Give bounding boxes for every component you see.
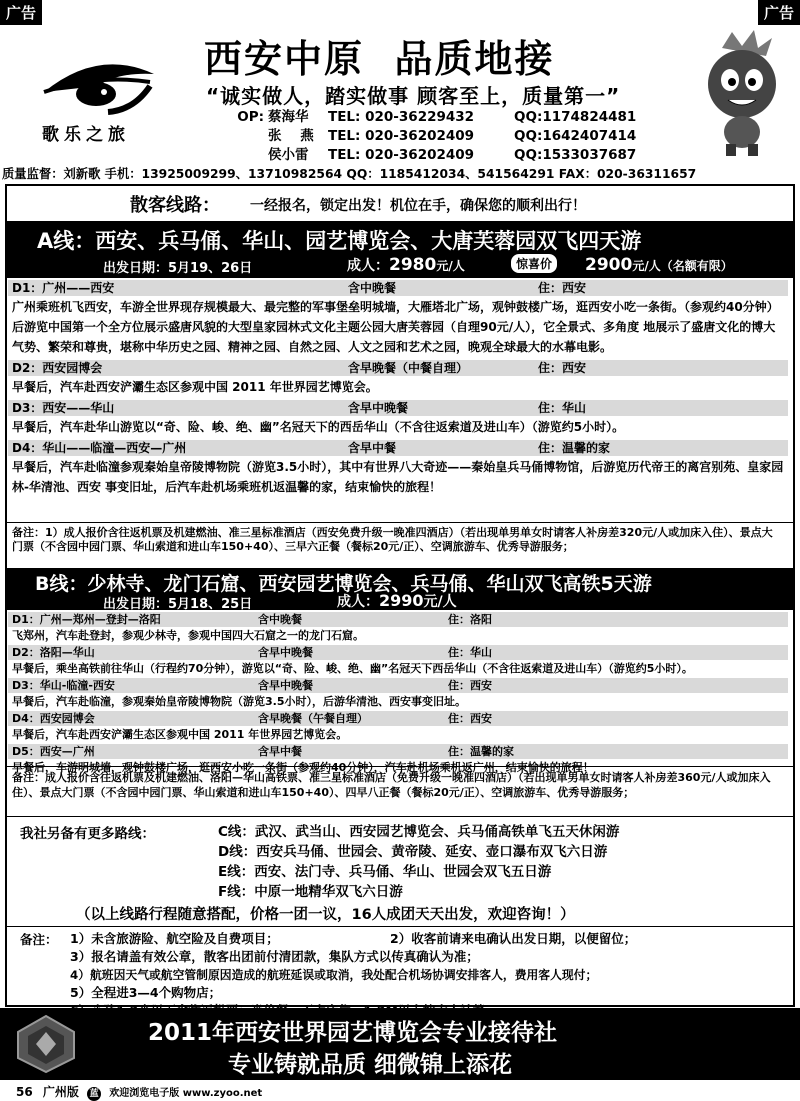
bottom-banner-line2: 专业铸就品质 细微锦上添花 [228, 1052, 513, 1078]
day-stay: 住：华山 [448, 646, 492, 659]
day-header [8, 280, 788, 296]
line-b-note: 备注：成人报价含往返机票及机建燃油、洛阳—华山高铁票、准三星标准酒店（免费升级一晚准四酒店）（若出现单男单女时请客人补房差360元/人或加床入住）、景点大门票（不含园中园门票、华山索道和进山车150+40）、四早八正餐（餐标20元/正）、空调旅游车、优秀导游服务； [12, 771, 771, 799]
contact-role: OP: [237, 109, 264, 125]
contact-name: 侯小雷 [268, 147, 309, 163]
day-meals: 含早中餐 [348, 441, 397, 455]
day-header [8, 678, 788, 693]
contact-tel: TEL: 020-36202409 [328, 128, 475, 144]
line-a-title-bar [7, 221, 793, 278]
line-b-title: B线：少林寺、龙门石窟、西安园艺博览会、兵马俑、华山双飞高铁5天游 [35, 573, 652, 595]
adult-label: 成人： [347, 258, 389, 274]
page-footer [16, 1083, 262, 1101]
line-a-promo-price [585, 255, 733, 275]
day-meals: 含早中晚餐 [258, 679, 313, 692]
bottom-banner [0, 1008, 800, 1080]
divider [7, 522, 793, 523]
bottom-banner-line1: 2011年西安世界园艺博览会专业接待社 [148, 1020, 558, 1046]
line-a-itinerary [8, 280, 788, 500]
day-header [8, 744, 788, 759]
day-stay: 住：洛阳 [448, 613, 492, 626]
line-b-dates: 出发日期：5月18、25日 [103, 597, 253, 612]
day-meals: 含中晚餐 [258, 613, 302, 626]
day-text: 早餐后，乘坐高铁前往华山（行程约70分钟），游览以“奇、险、峻、绝、幽”名冠天下西岳华山（不含往返索道及进山车）（游览约5小时）。 [12, 662, 693, 675]
contact-row [216, 108, 636, 127]
divider [7, 766, 793, 767]
day-header [8, 360, 788, 376]
line-b-price [337, 591, 457, 611]
day-stay: 住：西安 [448, 712, 492, 725]
day-route: D3：华山-临潼-西安 [12, 679, 115, 692]
note-item: 1）未含旅游险、航空险及自费项目； [70, 931, 279, 946]
contact-tel: TEL: 020-36202409 [328, 147, 475, 163]
day-meals: 含早中晚餐 [258, 646, 313, 659]
price-unit: 元/人 [423, 594, 457, 610]
day-text: 飞郑州，汽车赴登封，参观少林寺，参观中国四大石窟之一的龙门石窟。 [12, 629, 364, 642]
day-meals: 含早中晚餐 [348, 401, 409, 415]
promo-price-unit: 元/人（名额有限） [632, 259, 733, 273]
edition-mark: 蓝 [87, 1087, 101, 1101]
day-header [8, 400, 788, 416]
route-item: F线：中原一地精华双飞六日游 [218, 884, 403, 900]
divider [7, 926, 793, 927]
ad-label-right: 广告 [758, 0, 800, 25]
line-a-dates: 出发日期：5月19、26日 [103, 261, 253, 276]
day-text: 早餐后，汽车赴西安浐灞生态区参观中国 2011 年世界园艺博览会。 [12, 728, 348, 741]
day-route: D3：西安——华山 [12, 401, 115, 415]
logo-text: 歌乐之旅 [42, 125, 130, 145]
emblem-icon [14, 1014, 78, 1074]
adult-label: 成人： [337, 594, 379, 610]
note-item: 2）收客前请来电确认出发日期，以便留位； [390, 931, 637, 946]
day-text: 早餐后，汽车赴华山游览以“奇、险、峻、绝、幽”名冠天下的西岳华山（不含往返索道及进山车）（游览约5小时）。 [12, 420, 625, 434]
line-a-price [347, 255, 465, 275]
promo-badge: 惊喜价 [511, 254, 557, 273]
website-link[interactable]: 欢迎浏览电子版 www.zyoo.net [109, 1088, 263, 1099]
line-a-note: 备注：1）成人报价含往返机票及机建燃油、准三星标准酒店（西安免费升级一晚准四酒店）（若出现单男单女时请客人补房差320元/人或加床入住）、景点大门票（不含园中园门票、华山索道和进山车150+40）、三早六正餐（餐标20元/正）、空调旅游车、优秀导游服务； [12, 526, 773, 553]
day-stay: 住：华山 [538, 401, 587, 415]
banner-text: 一经报名，锁定出发！机位在手，确保您的顺利出行！ [250, 198, 586, 214]
day-header [8, 711, 788, 726]
edition-label: 广州版 [42, 1085, 79, 1099]
note-row [70, 930, 790, 948]
day-header [8, 612, 788, 627]
day-route: D1：广州—郑州—登封—洛阳 [12, 613, 161, 626]
day-stay: 住：西安 [538, 281, 587, 295]
day-route: D2：洛阳—华山 [12, 646, 95, 659]
day-text: 广州乘班机飞西安，车游全世界现存规模最大、最完整的军事堡垒明城墙，大雁塔北广场，观钟鼓楼广场，逛西安小吃一条街。（参观约40分钟）后游览中国第一个全方位展示盛唐风貌的大型皇家园林式文化主题公园大唐芙蓉园（自理90元/人），它全景式、多角度 地展示了盛唐文化的博大气势、繁荣和尊贵，堪称中华历史之园、精神之园、自然之园、人文之园和艺术之园，晚观全球最大的水幕电影。 [12, 300, 779, 354]
supervisor-line: 质量监督：刘新歌 手机：13925009299、13710982564 QQ：1185412034、541564291 FAX：020-36311657 [2, 167, 697, 181]
ad-label-left: 广告 [0, 0, 42, 25]
notes-label: 备注： [20, 932, 58, 947]
day-meals: 含早晚餐（午餐自理） [258, 712, 368, 725]
contact-qq: QQ:1642407414 [514, 128, 637, 144]
price-value: 2980 [389, 255, 437, 275]
day-route: D4：华山——临潼—西安—广州 [12, 441, 187, 455]
route-item: D线：西安兵马俑、世园会、黄帝陵、延安、壶口瀑布双飞六日游 [218, 844, 608, 860]
other-routes-footer: （以上线路行程随意搭配，价格一团一议，16人成团天天出发，欢迎咨询！） [76, 907, 575, 923]
day-text: 早餐后，汽车赴西安浐灞生态区参观中国 2011 年世界园艺博览会。 [12, 380, 378, 394]
line-b-itinerary [8, 612, 788, 777]
mascot-icon [692, 28, 792, 158]
day-route: D5：西安—广州 [12, 745, 95, 758]
promo-price-value: 2900 [585, 255, 633, 275]
price-unit: 元/人 [436, 259, 465, 273]
divider [7, 816, 793, 817]
note-item: 3）报名请盖有效公章，散客出团前付清团款，集队方式以传真确认为准； [70, 949, 479, 964]
route-item: C线：武汉、武当山、西安园艺博览会、兵马俑高铁单飞五天休闲游 [218, 824, 620, 840]
day-stay: 住：温馨的家 [448, 745, 514, 758]
day-meals: 含早中餐 [258, 745, 302, 758]
day-route: D4：西安园博会 [12, 712, 95, 725]
note-item: 5）全程进3—4个购物店； [70, 985, 222, 1000]
day-meals: 含中晚餐 [348, 281, 397, 295]
other-routes-list [218, 822, 619, 902]
contact-row [216, 127, 636, 146]
day-header [8, 645, 788, 660]
day-header [8, 440, 788, 456]
contact-qq: QQ:1533037687 [514, 147, 637, 163]
page-title: 西安中原 品质地接 [204, 37, 555, 81]
day-route: D2：西安园博会 [12, 361, 103, 375]
other-routes-label: 我社另备有更多路线： [20, 826, 155, 842]
contact-row [216, 146, 636, 165]
day-route: D1：广州——西安 [12, 281, 115, 295]
day-text: 早餐后，车游明城墙，观钟鼓楼广场，逛西安小吃一条街（参观约40分钟），汽车赴机场乘机返广州，结束愉快的旅程！ [12, 761, 594, 774]
day-stay: 住：西安 [448, 679, 492, 692]
contact-name: 蔡海华 [268, 109, 309, 125]
slogan: “诚实做人，踏实做事 顾客至上，质量第一” [206, 84, 621, 108]
banner-head: 散客线路： [130, 195, 220, 216]
general-notes [70, 930, 790, 1020]
note-item: 4）航班因天气或航空管制原因造成的航班延误或取消，我处配合机场协调安排客人，费用客人现付； [70, 968, 598, 982]
line-b-title-bar [7, 568, 793, 610]
day-stay: 住：温馨的家 [538, 441, 611, 455]
day-text: 早餐后，汽车赴临潼，参观秦始皇帝陵博物院（游览3.5小时），后游华清池、西安事变旧址。 [12, 695, 466, 708]
price-value: 2990 [379, 591, 424, 610]
contact-list [216, 108, 636, 165]
day-stay: 住：西安 [538, 361, 587, 375]
contact-tel: TEL: 020-36229432 [328, 109, 475, 125]
day-meals: 含早晚餐（中餐自理） [348, 361, 469, 375]
day-text: 早餐后，汽车赴临潼参观秦始皇帝陵博物院（游览3.5小时），其中有世界八大奇迹——秦始皇兵马俑博物馆，后游览历代帝王的离宫别苑、皇家园林-华清池、西安 事变旧址，后汽车赴机场乘班机返温馨的家，结束愉快的旅程！ [12, 460, 784, 494]
page-number: 56 [16, 1085, 33, 1099]
route-item: E线：西安、法门寺、兵马俑、华山、世园会双飞五日游 [218, 864, 552, 880]
line-a-title: A线：西安、兵马俑、华山、园艺博览会、大唐芙蓉园双飞四天游 [37, 229, 642, 253]
contact-qq: QQ:1174824481 [514, 109, 637, 125]
contact-name: 张 燕 [268, 128, 314, 144]
